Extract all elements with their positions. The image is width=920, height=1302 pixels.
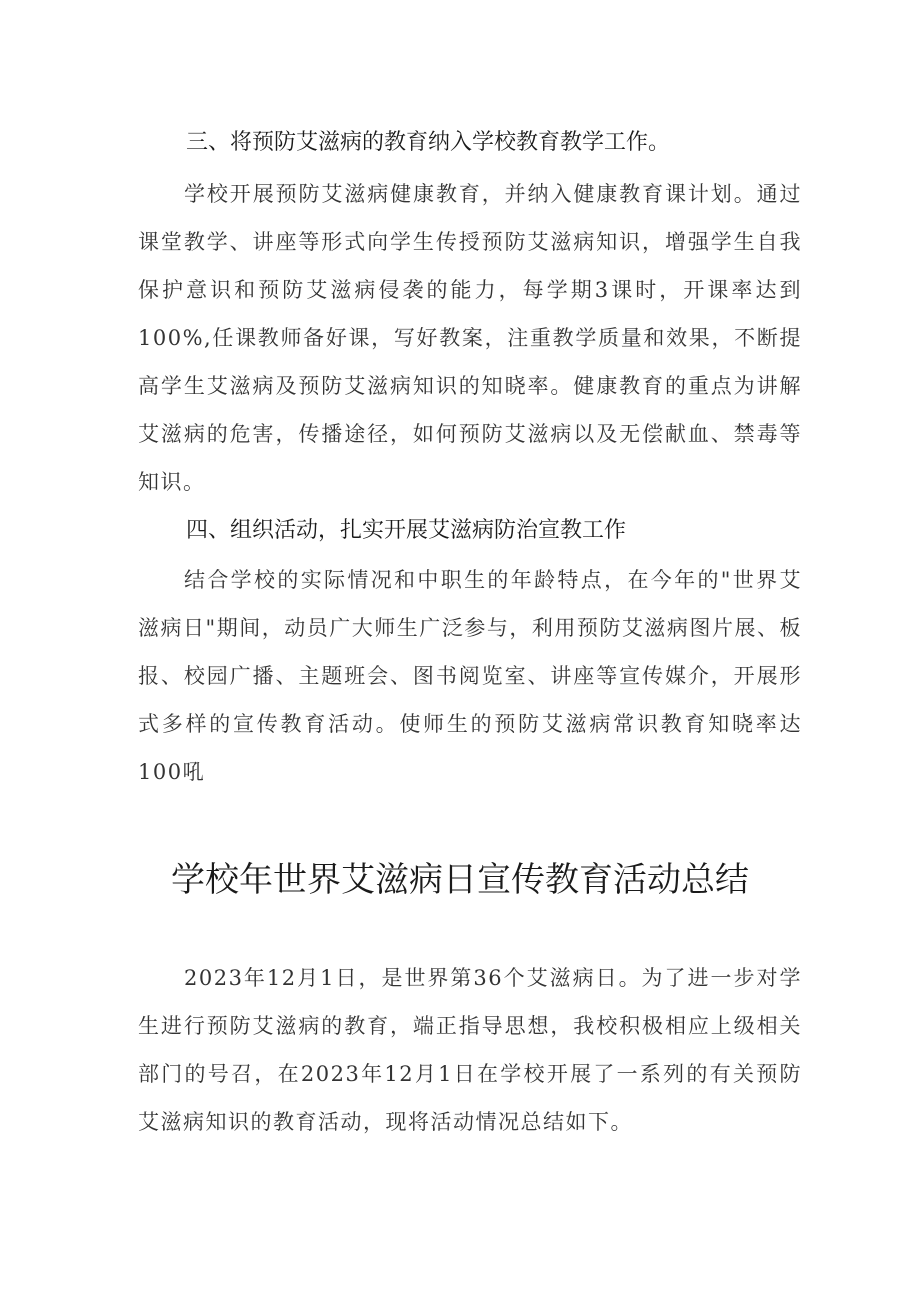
section-3-paragraph: 学校开展预防艾滋病健康教育，并纳入健康教育课计划。通过课堂教学、讲座等形式向学生传授预防艾滋病知识，增强学生自我保护意识和预防艾滋病侵袭的能力，每学期3课时，开课率达到100%,任课教师备好课，写好教案，注重教学质量和效果，不断提高学生艾滋病及预防艾滋病知识的知晓率。健康教育的重点为讲解艾滋病的危害，传播途径，如何预防艾滋病以及无偿献血、禁毒等知识。 (138, 182, 802, 494)
summary-paragraph: 2023年12月1日，是世界第36个艾滋病日。为了进一步对学生进行预防艾滋病的教育，端正指导思想，我校积极相应上级相关部门的号召，在2023年12月1日在学校开展了一系列的有关预防艾滋病知识的教育活动，现将活动情况总结如下。 (138, 966, 802, 1134)
section-4-paragraph: 结合学校的实际情况和中职生的年龄特点，在今年的"世界艾滋病日"期间，动员广大师生广泛参与，利用预防艾滋病图片展、板报、校园广播、主题班会、图书阅览室、讲座等宣传媒介，开展形式多样的宣传教育活动。使师生的预防艾滋病常识教育知晓率达100吼 (138, 568, 802, 784)
summary-title: 学校年世界艾滋病日宣传教育活动总结 (171, 860, 749, 900)
section-4-heading: 四、组织活动，扎实开展艾滋病防治宣教工作 (186, 518, 627, 543)
section-3-heading: 三、将预防艾滋病的教育纳入学校教育教学工作。 (186, 130, 671, 155)
